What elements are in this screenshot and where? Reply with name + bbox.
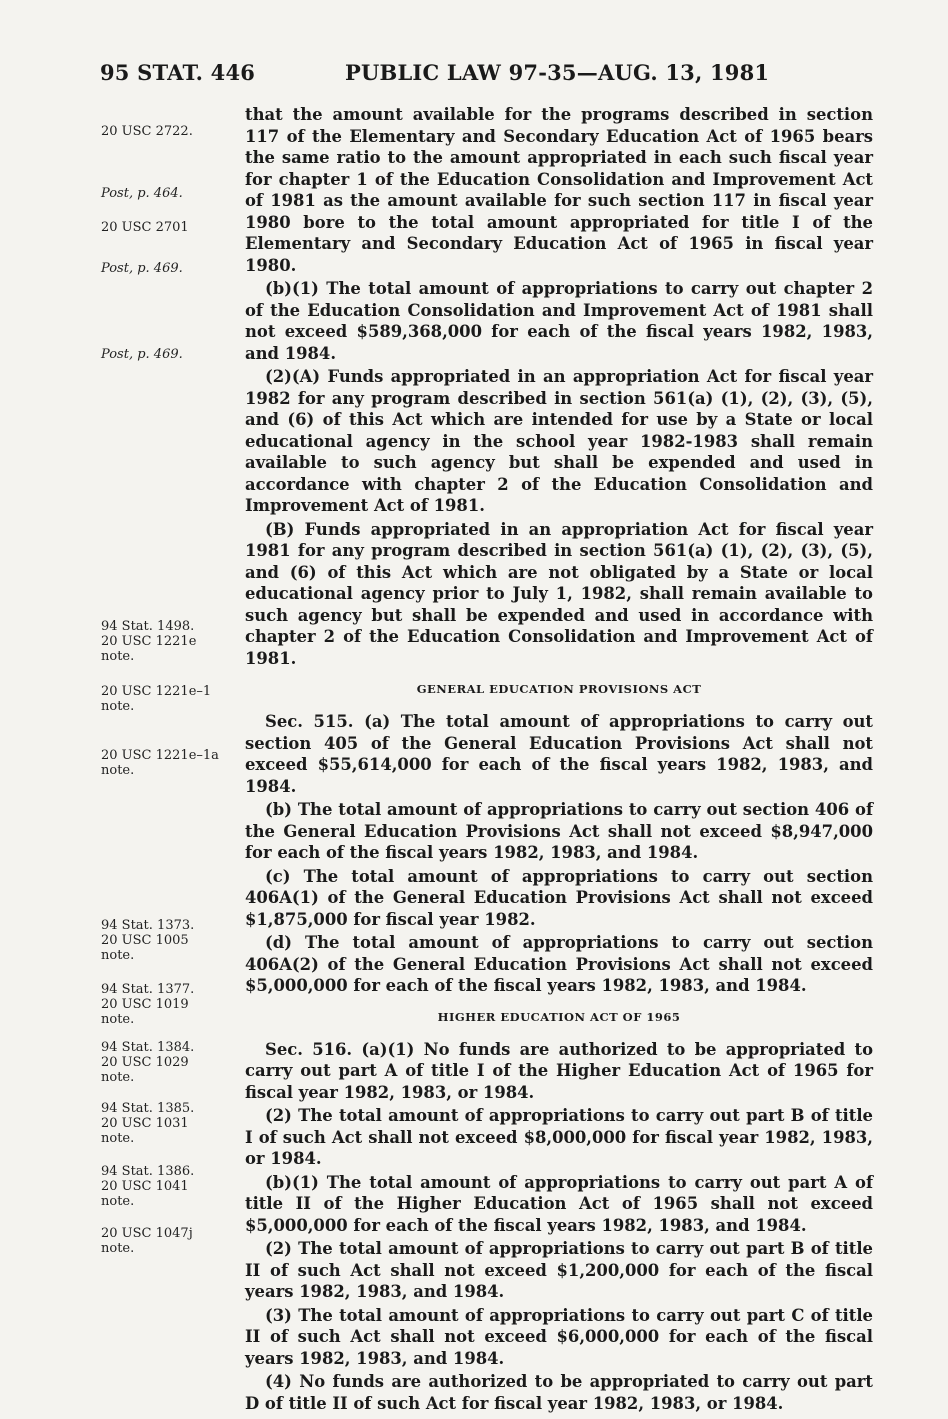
paragraph: (b)(1) The total amount of appropriations to carry out chapter 2 of the Education Consolidation and Improvement Act of 1981 shall not exceed $589,368,000 for each of the fiscal years 1982, 1983, and 1984. — [245, 279, 873, 363]
margin-note: Post, p. 469. — [101, 347, 183, 362]
margin-note: Post, p. 464. — [101, 186, 183, 201]
margin-note: 94 Stat. 1386. 20 USC 1041 note. — [101, 1164, 195, 1209]
paragraph: Sec. 515. (a) The total amount of appropriations to carry out section 405 of the General Education Provisions Act shall not exceed $55,614,000 for each of the fiscal years 1982, 1983, and 1984. — [245, 712, 873, 796]
paragraph: (B) Funds appropriated in an appropriation Act for fiscal year 1981 for any program described in section 561(a) (1), (2), (3), (5), and (6) of this Act which are not obligated by a State or local educational agency prior to July 1, 1982, shall remain available to such agency but shall be expended and used in accordance with chapter 2 of the Education Consolidation and Improvement Act of 1981. — [245, 519, 873, 668]
paragraph: (c) The total amount of appropriations to carry out section 406A(1) of the General Education Provisions Act shall not exceed $1,875,000 for fiscal year 1982. — [245, 866, 873, 929]
paragraph: (d) The total amount of appropriations to carry out section 406A(2) of the General Education Provisions Act shall not exceed $5,000,000 for each of the fiscal years 1982, 1983, and 1984. — [245, 933, 873, 995]
section-heading: HIGHER EDUCATION ACT OF 1965 — [437, 1009, 681, 1024]
paragraph: (3) The total amount of appropriations to carry out part C of title II of such Act shall not exceed $6,000,000 for each of the fiscal years 1982, 1983, and 1984. — [245, 1305, 873, 1368]
paragraph: Sec. 516. (a)(1) No funds are authorized to be appropriated to carry out part A of title I of the Higher Education Act of 1965 for fiscal year 1982, 1983, or 1984. — [245, 1039, 873, 1102]
main-text-column — [245, 104, 873, 1414]
paragraph: that the amount available for the programs described in section 117 of the Elementary and Secondary Education Act of 1965 bears the same ratio to the amount appropriated in each such fiscal year for chapter 1 of the Education Consolidation and Improvement Act of 1981 as the amount available for such section 117 in fiscal year 1980 bore to the total amount appropriated for title I of the Elementary and Secondary Education Act of 1965 in fiscal year 1980. — [245, 105, 873, 275]
paragraph: (2) The total amount of appropriations to carry out part B of title II of such Act shall not exceed $1,200,000 for each of the fiscal years 1982, 1983, and 1984. — [245, 1239, 873, 1301]
margin-note: 94 Stat. 1384. 20 USC 1029 note. — [101, 1040, 195, 1085]
paragraph: (4) No funds are authorized to be appropriated to carry out part D of title II of such Act for fiscal year 1982, 1983, or 1984. — [245, 1372, 873, 1413]
margin-note: 94 Stat. 1498. 20 USC 1221e note. — [101, 619, 197, 664]
margin-note: 94 Stat. 1385. 20 USC 1031 note. — [101, 1101, 195, 1146]
margin-note: Post, p. 469. — [101, 261, 183, 276]
paragraph: (b) The total amount of appropriations to carry out section 406 of the General Education Provisions Act shall not exceed $8,947,000 for each of the fiscal years 1982, 1983, and 1984. — [245, 800, 873, 862]
margin-note: 20 USC 1221e–1a note. — [101, 748, 219, 778]
paragraph: (2)(A) Funds appropriated in an appropriation Act for fiscal year 1982 for any program described in section 561(a) (1), (2), (3), (5), and (6) of this Act which are intended for use by a State or local educational agency in the school year 1982-1983 shall remain available to such agency but shall be expended and used in accordance with chapter 2 of the Education Consolidation and Improvement Act of 1981. — [245, 367, 873, 515]
law-title-header: PUBLIC LAW 97-35—AUG. 13, 1981 — [345, 60, 770, 85]
statute-page-number: 95 STAT. 446 — [100, 60, 256, 85]
margin-note: 20 USC 1047j note. — [101, 1226, 193, 1256]
section-heading: GENERAL EDUCATION PROVISIONS ACT — [416, 682, 702, 696]
margin-note: 94 Stat. 1377. 20 USC 1019 note. — [101, 982, 195, 1027]
margin-note: 20 USC 2722. — [101, 124, 193, 139]
margin-note: 94 Stat. 1373. 20 USC 1005 note. — [101, 918, 195, 963]
margin-note: 20 USC 1221e–1 note. — [101, 684, 212, 714]
paragraph: (2) The total amount of appropriations to carry out part B of title I of such Act shall not exceed $8,000,000 for fiscal year 1982, 1983, or 1984. — [245, 1106, 873, 1168]
paragraph: (b)(1) The total amount of appropriations to carry out part A of title II of the Higher Education Act of 1965 shall not exceed $5,000,000 for each of the fiscal years 1982, 1983, and 1984. — [245, 1172, 873, 1235]
margin-note: 20 USC 2701 — [101, 220, 189, 235]
